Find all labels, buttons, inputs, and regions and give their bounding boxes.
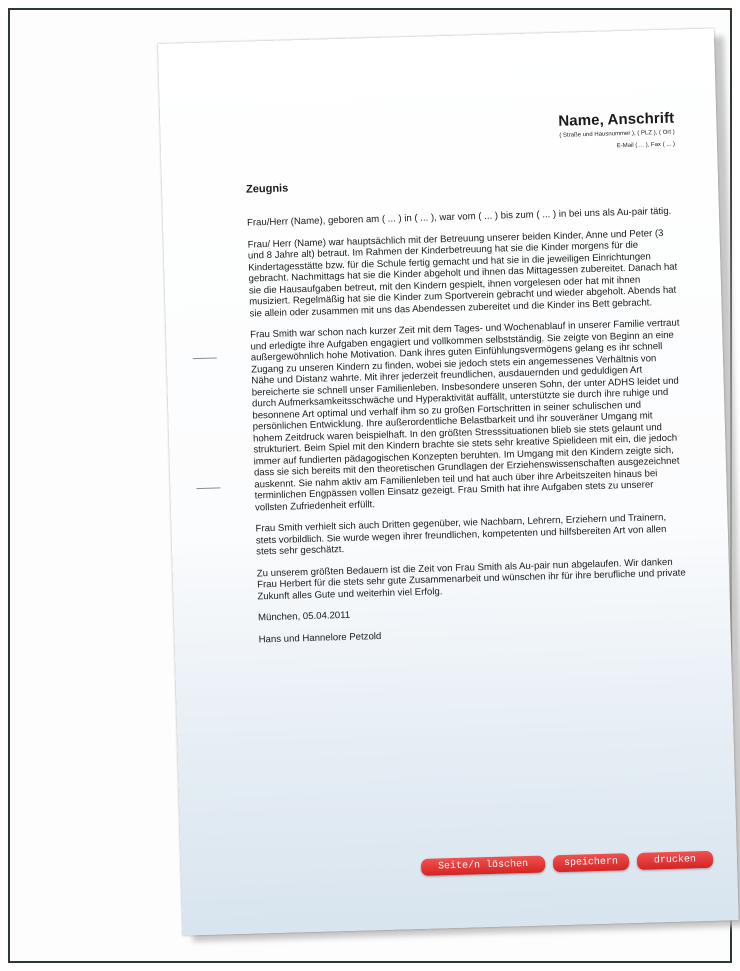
sender-contact: E-Mail ( ... ), Fax ( ... )	[616, 141, 676, 150]
paragraph-conduct: Frau Smith verhielt sich auch Dritten gegenüber, wie Nachbarn, Lehrern, Erziehern und Trainern, stets vorbildlich. Sie wurde wegen ihrer freundlichen, kompetenten und hilfsbereiten Art von allen stets sehr geschätzt.	[255, 512, 667, 558]
sender-name: Name, Anschrift	[558, 109, 675, 130]
document-body	[247, 206, 689, 656]
document-heading: Zeugnis	[245, 182, 289, 196]
paragraph-assessment: Frau Smith war schon nach kurzer Zeit mit dem Tages- und Wochenablauf in unserer Familie vertraut und erledigte ihre Aufgaben engagiert und vollkommen selbstständig. Sie zeigte von Beginn an eine außergewöhnlich hohe Motivation. Dank ihres guten Einfühlungsvermögens gelang es ihr schnell Zugang zu unseren Kindern zu finden, wobei sie jedoch stets ein angemessenes Verhältnis von Nähe und Distanz wahrte. Mit ihrer jederzeit freundlichen, ausdauernden und geduldigen Art bereicherte sie schnell unser Familienleben. Insbesondere unseren Sohn, der unter ADHS leidet und durch Aufmerksamkeitsschwäche und Hyperaktivität auffällt, unterstützte sie durch ihre ruhige und besonnene Art optimal und verhalf ihm so zu großen Fortschritten in seiner schulischen und persönlichen Entwicklung. Ihre außerordentliche Belastbarkeit und ihr souveräner Umgang mit hohem Zeitdruck waren beispielhaft. In den größten Stresssituationen blieb sie stets gelaunt und strukturiert. Beim Spiel mit den Kindern brachte sie stets sehr kreative Spielideen mit ein, die jedoch immer auf fundierten pädagogischen Konzepten beruhten. Im Umgang mit den Kindern zeigte sich, dass sie sich bereits mit den theoretischen Grundlagen der Erziehenswissenschaften ausgezeichnet auskennt. Sie nahm aktiv am Familienleben teil und hat auch über ihre Arbeitszeiten hinaus bei terminlichen Engpässen vollen Einsatz gezeigt. Frau Smith hat ihre Aufgaben stets zu unserer vollsten Zufriedenheit erfüllt.	[250, 317, 680, 513]
paragraph-intro: Frau/Herr (Name), geboren am ( ... ) in ( ... ), war vom ( ... ) bis zum ( ... ) in bei uns als Au-pair tätig.	[246, 205, 672, 229]
document-page	[158, 28, 739, 935]
signature: Hans und Hannelore Petzold	[258, 630, 382, 645]
fold-mark-bottom	[196, 487, 220, 489]
paragraph-closing: Zu unserem größten Bedauern ist die Zeit von Frau Smith als Au-pair nun abgelaufen. Wir danken Frau Herbert für die stets sehr gute Zusammenarbeit und wünschen ihr für ihre berufliche und private Zukunft alles Gute und weiterhin viel Erfolg.	[256, 556, 686, 602]
print-button[interactable]: drucken	[637, 851, 713, 870]
place-date: München, 05.04.2011	[257, 609, 351, 624]
sender-block	[558, 110, 675, 154]
sender-address: ( Straße und Hausnummer ), ( PLZ ), ( Ort )	[559, 129, 675, 139]
fold-mark-top	[193, 357, 217, 359]
save-button[interactable]: speichern	[553, 853, 629, 872]
paragraph-duties: Frau/ Herr (Name) war hauptsächlich mit der Betreuung unserer beiden Kinder, Anne und Peter (3 und 8 Jahre alt) betraut. Im Rahmen der Kinderbetreuung hat sie die Kinder morgens für die Kindertagesstätte bzw. für die Schule fertig gemacht und hat sie in die jeweiligen Einrichtungen gebracht. Nachmittags hat sie die Kinder abgeholt und ihnen das Mittagessen zubereitet. Danach hat sie die Hausaufgaben betreut, mit den Kindern gespielt, ihnen vorgelesen oder hat mit ihnen musiziert. Regelmäßig hat sie die Kinder zum Sportverein gebracht und wieder abgeholt. Abends hat sie allein oder zusammen mit uns das Abendessen zubereitet und die Kinder ins Bett gebracht.	[247, 227, 678, 320]
delete-pages-button[interactable]: Seite/n löschen	[421, 856, 545, 876]
